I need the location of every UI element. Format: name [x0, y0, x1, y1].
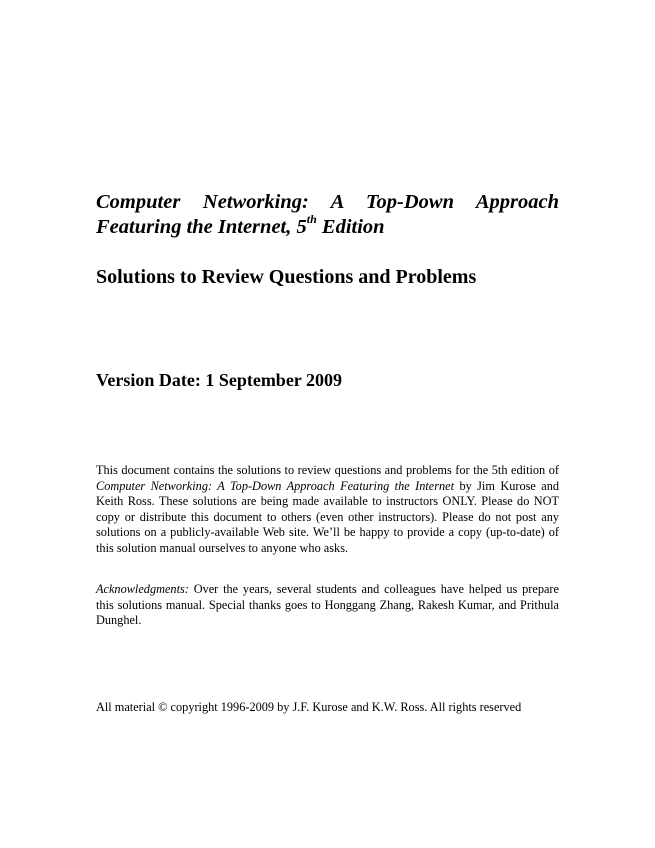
title-edition-superscript: th — [306, 212, 317, 227]
version-date: Version Date: 1 September 2009 — [96, 370, 342, 390]
title-line-2-prefix: Featuring the Internet, 5 — [96, 216, 307, 238]
acknowledgments-text: Over the years, several students and colleagues have helped us prepare this solutions manual. Special thanks goes to Honggang Zhang, Rakesh Kumar, and Prithula Dunghel. — [96, 582, 559, 627]
intro-book-title: Computer Networking: A Top-Down Approach Featuring the Internet — [96, 478, 455, 493]
copyright-notice: All material © copyright 1996-2009 by J.F. Kurose and K.W. Ross. All rights reserved — [96, 700, 522, 714]
acknowledgments-label: Acknowledgments: — [96, 582, 189, 596]
document-subtitle: Solutions to Review Questions and Problems — [96, 266, 477, 288]
intro-text-part1: This document contains the solutions to review questions and problems for the 5th edition of — [96, 463, 559, 477]
title-line-1: Computer Networking: A Top-Down Approach — [96, 191, 559, 213]
intro-text-part2: by Jim Kurose and Keith Ross. These solutions are being made available to instructors ONLY. Please do NOT copy or distribute this document to others (even other instructors). Please do not post any solutions on a publicly-available Web site. We’ll be happy to provide a copy (up-to-date) of this solution manual ourselves to anyone who asks. — [96, 478, 559, 555]
acknowledgments-paragraph — [96, 582, 559, 629]
document-title — [96, 190, 559, 240]
intro-paragraph — [96, 463, 559, 556]
title-line-2 — [96, 212, 559, 240]
title-line-2-suffix: Edition — [316, 216, 385, 238]
